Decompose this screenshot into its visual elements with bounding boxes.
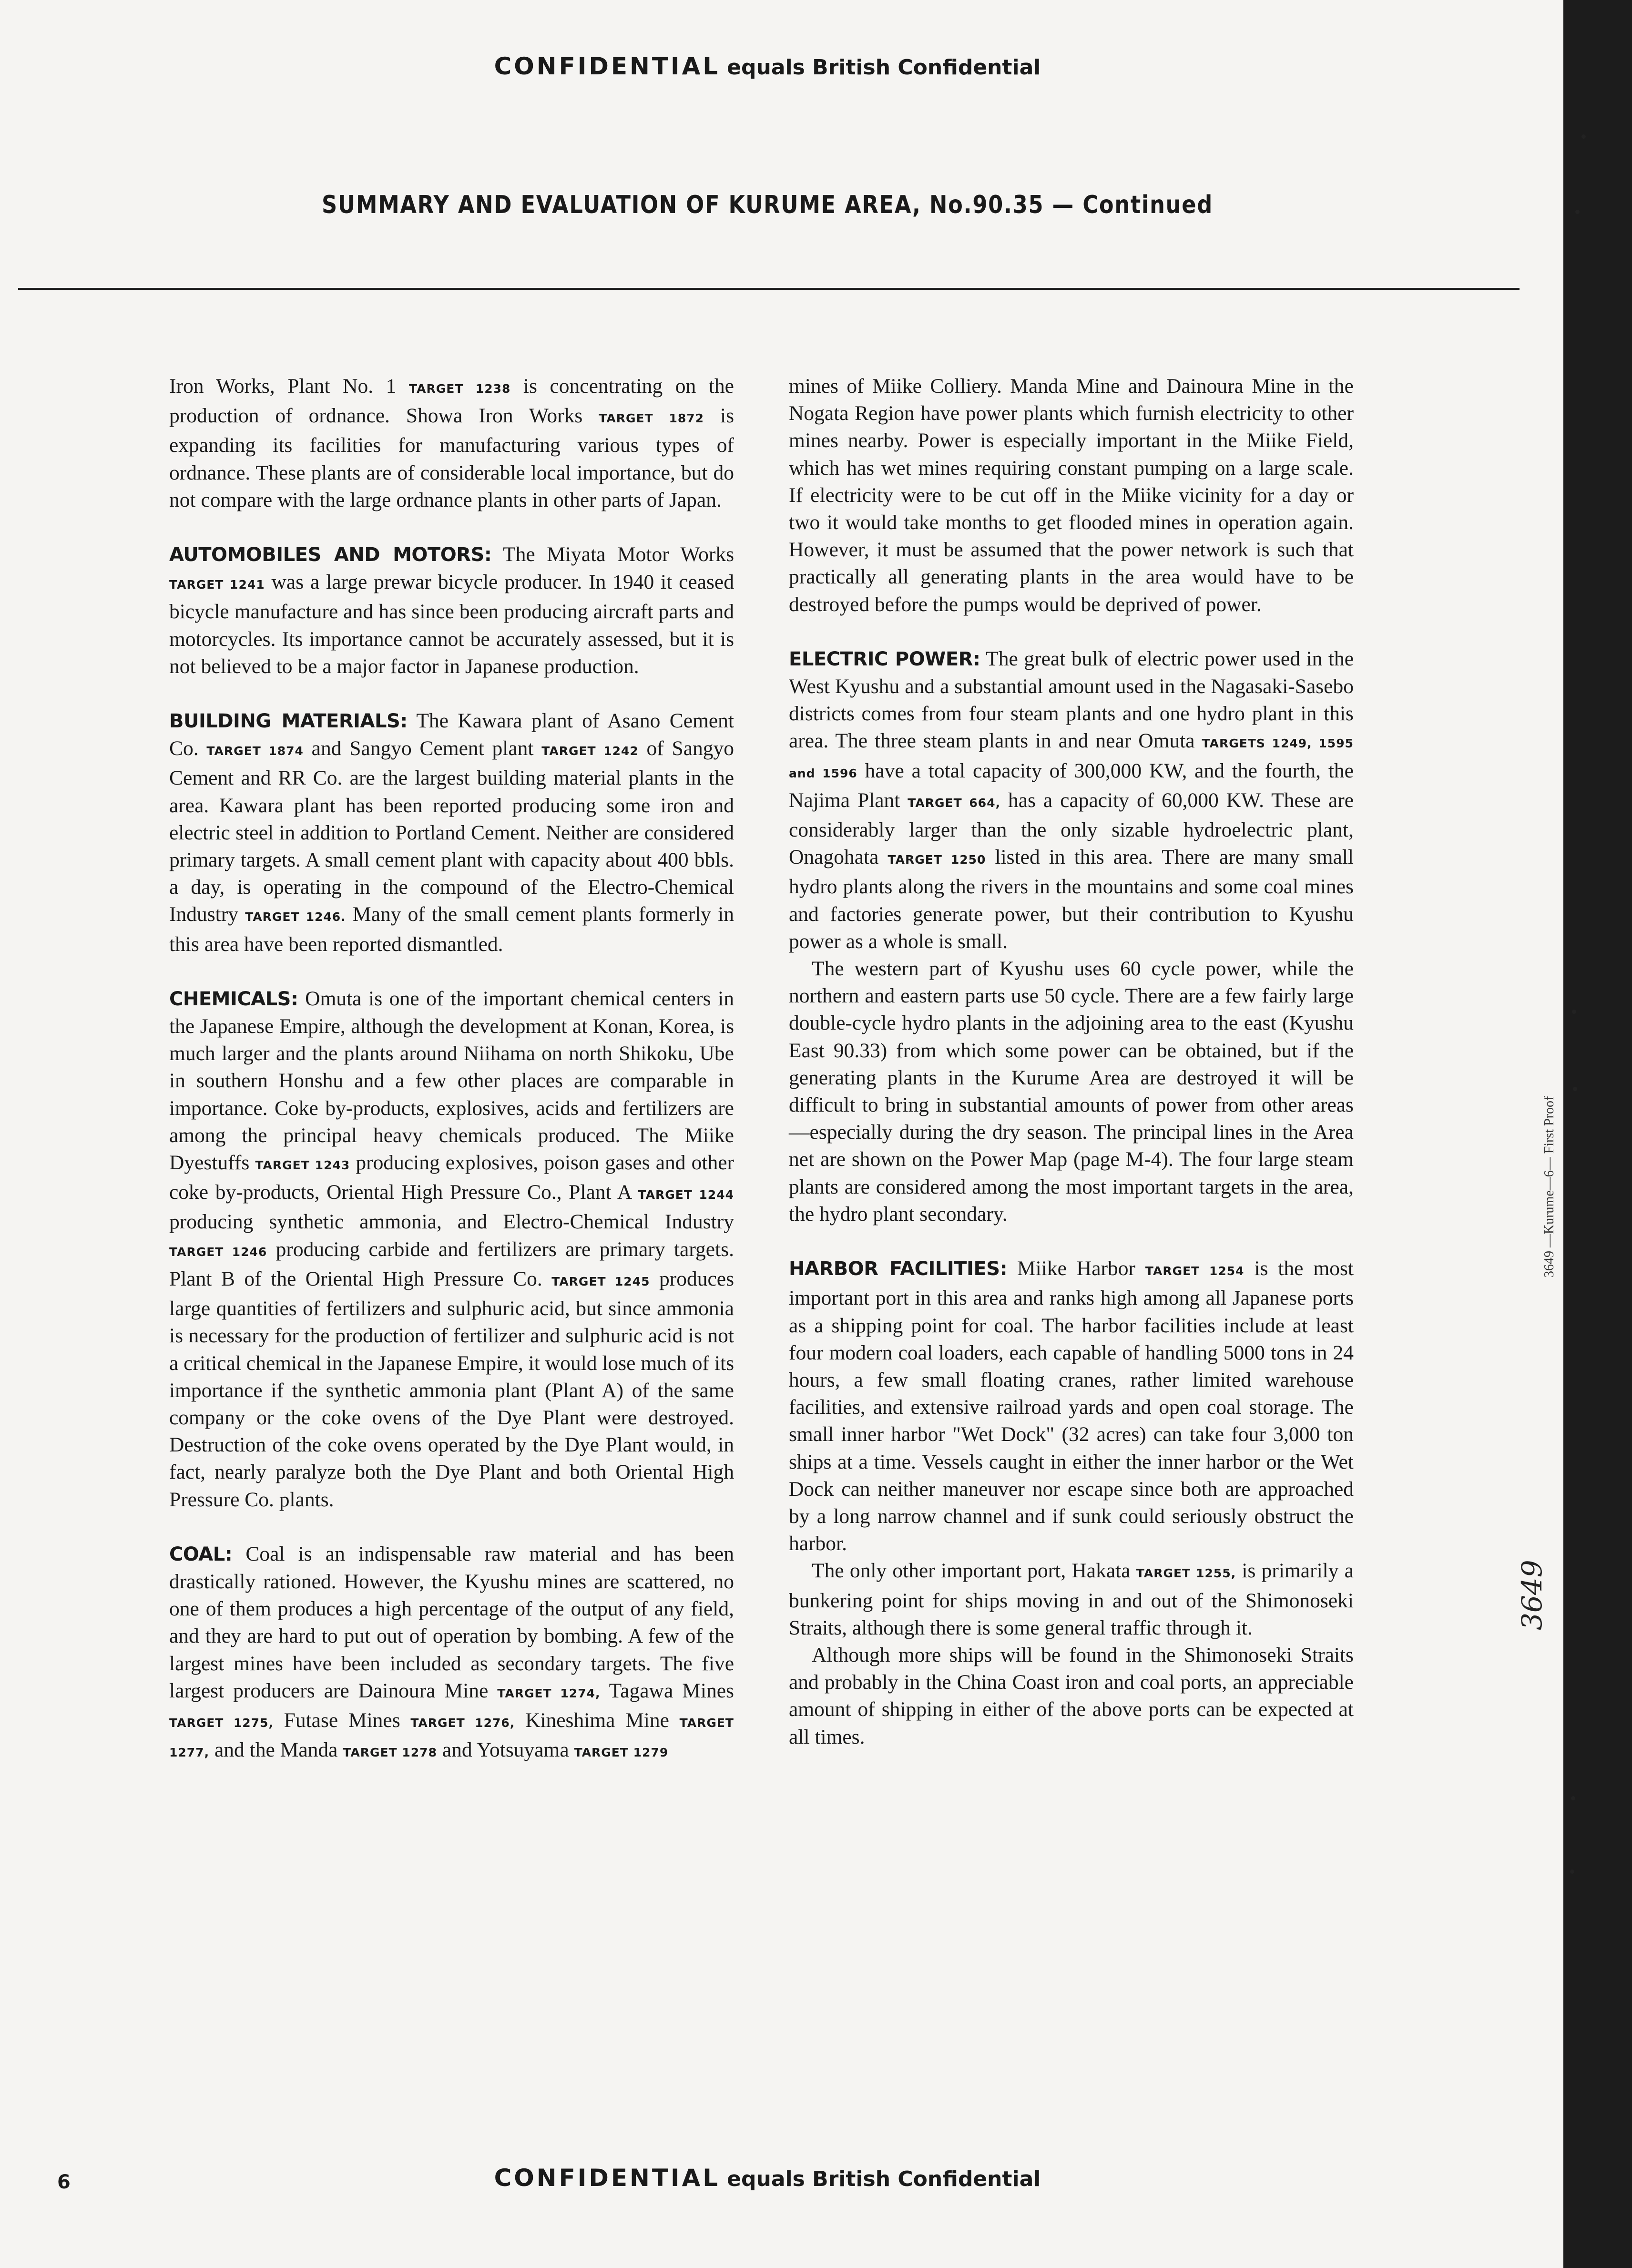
- text-run: Miike Harbor: [1007, 1257, 1145, 1280]
- target-ref: TARGET 1255,: [1136, 1566, 1236, 1581]
- section-harbor-facilities: [789, 1255, 1354, 1557]
- target-ref: TARGET 1275,: [169, 1716, 274, 1730]
- text-run: producing explosives, poison gases and other coke by-products, Oriental High Pressure Co., Plant A: [169, 1151, 734, 1204]
- text-run: is primarily a bunkering point for ships moving in and out of the Shimonoseki Straits, although there is some general traffic through it.: [789, 1559, 1354, 1639]
- section-heading: BUILDING MATERIALS:: [169, 710, 408, 733]
- text-run: and the Manda: [209, 1738, 343, 1762]
- target-ref: TARGET 1245: [551, 1274, 650, 1288]
- confidential-label: CONFIDENTIAL: [494, 52, 721, 80]
- text-run: Omuta is one of the important chemical centers in the Japanese Empire, although the development at Konan, Korea, is much larger and the plants around Niihama on north Shikoku, Ube in southern Honshu and a few other places are comparable in importance. Coke by-products, explosives, acids and fertilizers are among the principal heavy chemicals produced. The Miike Dyestuffs: [169, 987, 734, 1175]
- section-chemicals: [169, 985, 734, 1513]
- confidential-equivalence: equals British Confidential: [727, 55, 1041, 80]
- confidential-equivalence: equals British Confidential: [727, 2167, 1041, 2191]
- scan-speck: [1570, 1870, 1574, 1874]
- page-edge: [1563, 0, 1632, 2268]
- text-run: The Kawara plant of Asano Cement Co.: [169, 709, 734, 760]
- text-run: The only other important port, Hakata: [812, 1559, 1136, 1583]
- confidential-footer: [0, 2164, 1535, 2192]
- text-run: Iron Works, Plant No. 1: [169, 375, 409, 398]
- right-column: [789, 373, 1354, 1751]
- text-run: and Sangyo Cement plant: [303, 737, 542, 760]
- section-automobiles: [169, 541, 734, 680]
- text-run: is the most important port in this area and ranks high among all Japanese ports as a shipping point for coal. The harbor facilities include at least four modern coal loaders, each capable of handling 5000 tons in 24 hours, a few small floating cranes, rather limited warehouse facilities, and extensive railroad yards and open coal storage. The small inner harbor "Wet Dock" (32 acres) can take four 3,000 ton ships at a time. Vessels caught in either the inner harbor or the Wet Dock can neither maneuver nor escape since both are approached by a long narrow channel and if sunk could seriously obstruct the harbor.: [789, 1257, 1354, 1555]
- scan-speck: [1571, 1796, 1575, 1800]
- target-ref: TARGET 1874: [206, 744, 304, 758]
- target-ref: TARGET 1246.: [245, 910, 346, 924]
- section-heading: HARBOR FACILITIES:: [789, 1258, 1008, 1280]
- text-run: producing synthetic ammonia, and Electro-Chemical Industry: [169, 1210, 734, 1234]
- confidential-header: [0, 52, 1535, 80]
- target-ref: TARGET 1254: [1145, 1264, 1244, 1278]
- scan-speck: [1575, 210, 1580, 214]
- target-ref: TARGET 664,: [908, 796, 1001, 810]
- text-run: of Sangyo Cement and RR Co. are the largest building material plants in the area. Kawara plant has been reported producing some iron and electric steel in addition to Portland Cement. Neither are considered primary targets. A small cement plant with capacity about 400 bbls. a day, is operating in the compound of the Electro-Chemical Industry: [169, 737, 734, 926]
- section-electric-power: [789, 645, 1354, 955]
- scan-speck: [1573, 1087, 1577, 1091]
- section-heading: COAL:: [169, 1543, 233, 1565]
- paragraph-miike-colliery: mines of Miike Colliery. Manda Mine and Dainoura Mine in the Nogata Region have power plants which furnish electricity to other mines nearby. Power is especially important in the Miike Field, which has wet mines requiring constant pumping on a large scale. If electricity were to be cut off in the Miike vicinity for a day or two it would take months to get flooded mines in operation again. However, it must be assumed that the power network is such that practically all generating plants in the area would have to be destroyed before the pumps would be deprived of power.: [789, 375, 1354, 616]
- page-number: 6: [57, 2171, 71, 2193]
- handwritten-number: 3649: [1516, 1560, 1548, 1630]
- section-building-materials: [169, 707, 734, 958]
- target-ref: TARGETS 1249, 1595 and 1596: [789, 736, 1354, 780]
- text-run: producing carbide and fertilizers are primary targets. Plant B of the Oriental High Pressure Co.: [169, 1237, 734, 1290]
- target-ref: TARGET 1243: [255, 1158, 350, 1173]
- text-run: was a large prewar bicycle producer. In 1940 it ceased bicycle manufacture and has since been producing aircraft parts and motorcycles. Its importance cannot be accurately assessed, but it is not believed to be a major factor in Japanese production.: [169, 571, 734, 678]
- target-ref: TARGET 1244: [638, 1188, 734, 1202]
- page-title: SUMMARY AND EVALUATION OF KURUME AREA, No.90.35 — Continued: [322, 191, 1213, 219]
- section-heading: ELECTRIC POWER:: [789, 648, 980, 670]
- text-run: Futase Mines: [273, 1708, 411, 1732]
- paragraph-power-cycles: The western part of Kyushu uses 60 cycle power, while the northern and eastern parts use 50 cycle. There are a few fairly large double-cycle hydro plants in the adjoining area to the east (Kyushu East 90.33) from which some power can be obtained, but if the generating plants in the Kurume Area are destroyed it will be difficult to bring in substantial amounts of power from other areas—especially during the dry season. The principal lines in the Area net are shown on the Power Map (page M-4). The four large steam plants are considered among the most important targets in the area, the hydro plant secondary.: [789, 957, 1354, 1226]
- target-ref: TARGET 1241: [169, 578, 265, 592]
- proof-note-text: 3649 —Kurume—6— First Proof: [1542, 1096, 1557, 1277]
- text-run: is expanding its facilities for manufacturing various types of ordnance. These plants are of considerable local importance, but do not compare with the large ordnance plants in other parts of Japan.: [169, 404, 734, 511]
- target-ref: TARGET 1246: [169, 1245, 267, 1259]
- text-run: listed in this area. There are many small hydro plants along the rivers in the mountains and some coal mines and factories generate power, but their contribution to Kyushu power as a whole is small.: [789, 846, 1354, 953]
- scan-speck: [1572, 1010, 1576, 1014]
- section-heading: CHEMICALS:: [169, 988, 298, 1010]
- paragraph-iron-works: [169, 373, 734, 514]
- target-ref: TARGET 1278: [343, 1746, 437, 1760]
- left-column: [169, 373, 734, 1766]
- text-run: Coal is an indispensable raw material and has been drastically rationed. However, the Kyushu mines are scattered, no one of them produces a high percentage of the output of any field, and they are hard to put out of operation by bombing. A few of the largest mines have been included as secondary targets. The five largest producers are Dainoura Mine: [169, 1542, 734, 1702]
- text-run: produces large quantities of fertilizers and sulphuric acid, but since ammonia is necessary for the production of fertilizer and sulphuric acid is not a critical chemical in the Japanese Empire, it would lose much of its importance if the synthetic ammonia plant (Plant A) of the same company or the coke ovens of the Dye Plant were destroyed. Destruction of the coke ovens operated by the Dye Plant would, in fact, nearly paralyze both the Dye Plant and both Oriental High Pressure Co. plants.: [169, 1267, 734, 1511]
- target-ref: TARGET 1274,: [497, 1686, 601, 1700]
- section-coal: [169, 1541, 734, 1767]
- scan-speck: [1581, 134, 1586, 139]
- target-ref: TARGET 1277,: [169, 1716, 734, 1760]
- text-run: and Yotsuyama: [437, 1738, 574, 1762]
- text-run: is concentrating on the production of ordnance. Showa Iron Works: [169, 375, 734, 428]
- section-heading: AUTOMOBILES AND MOTORS:: [169, 544, 492, 566]
- text-run: The Miyata Motor Works: [491, 543, 734, 566]
- paragraph-shimonoseki: Although more ships will be found in the Shimonoseki Straits and probably in the China Coast iron and coal ports, an appreciable amount of shipping in either of the above ports can be expected at all times.: [789, 1643, 1354, 1748]
- target-ref: TARGET 1250: [887, 853, 986, 867]
- target-ref: TARGET 1279: [574, 1746, 669, 1760]
- target-ref: TARGET 1276,: [410, 1716, 515, 1730]
- text-run: have a total capacity of 300,000 KW, and the fourth, the Najima Plant: [789, 759, 1354, 812]
- target-ref: TARGET 1238: [409, 382, 511, 396]
- text-run: Many of the small cement plants formerly in this area have been reported dismantled.: [169, 903, 734, 956]
- paragraph-hakata: [789, 1557, 1354, 1642]
- header-rule: [18, 288, 1520, 290]
- confidential-label: CONFIDENTIAL: [494, 2164, 721, 2192]
- text-run: Kineshima Mine: [515, 1708, 680, 1732]
- text-run: Tagawa Mines: [600, 1679, 734, 1702]
- text-run: The great bulk of electric power used in the West Kyushu and a substantial amount used in the Nagasaki-Sasebo districts comes from four steam plants and one hydro plant in this area. The three steam plants in and near Omuta: [789, 647, 1354, 753]
- target-ref: TARGET 1242: [541, 744, 639, 758]
- text-run: has a capacity of 60,000 KW. These are considerably larger than the only sizable hydroelectric plant, Onagohata: [789, 788, 1354, 869]
- target-ref: TARGET 1872: [599, 411, 704, 426]
